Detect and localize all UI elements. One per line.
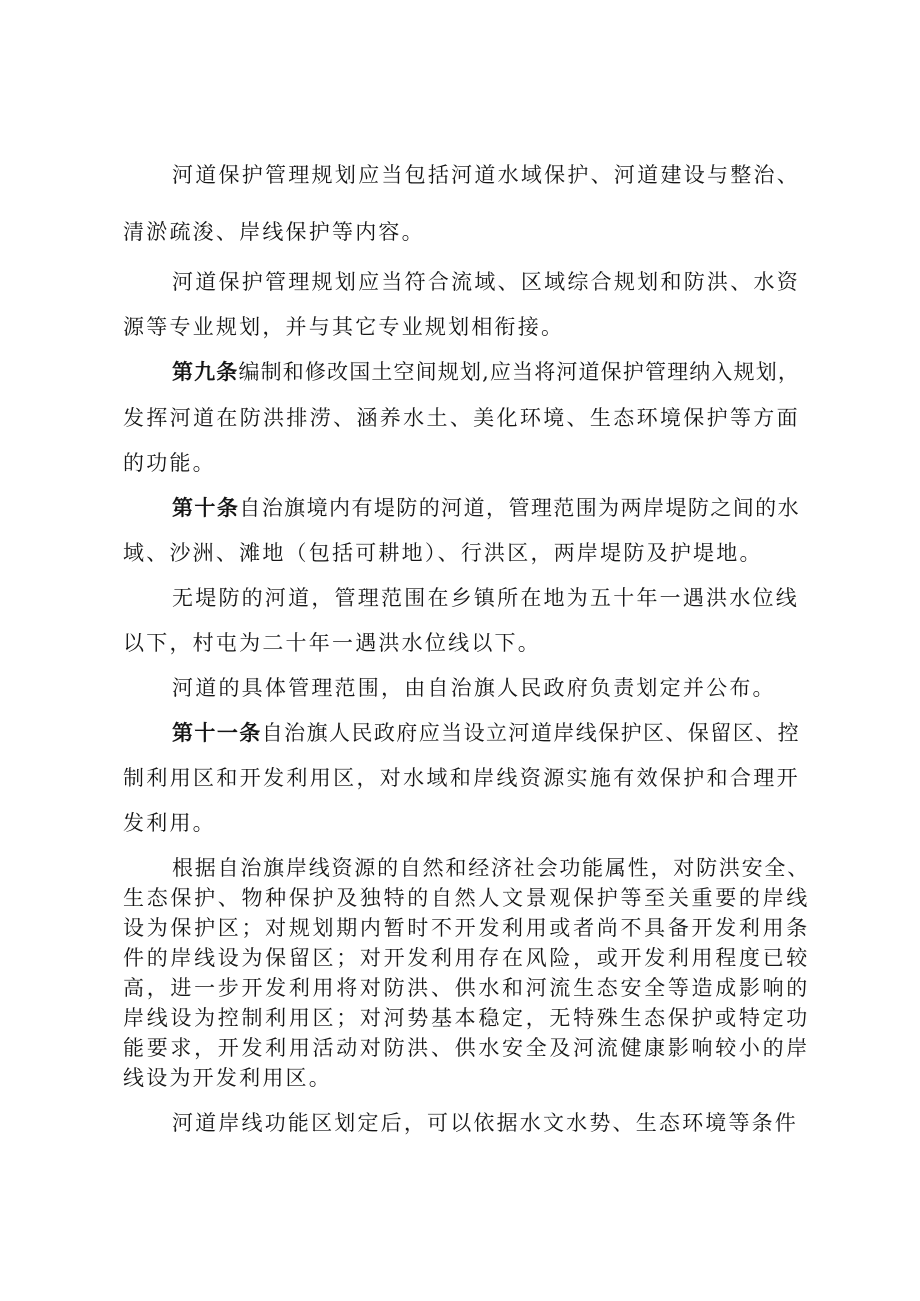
paragraph-line: 域、沙洲、滩地（包括可耕地）、行洪区，两岸堤防及护堤地。 — [123, 541, 763, 565]
paragraph-line: 发挥河道在防洪排涝、涵养水土、美化环境、生态环境保护等方面 — [123, 406, 800, 430]
paragraph-line: 设为保护区；对规划期内暂时不开发利用或者尚不具备开发利用条 — [123, 916, 810, 940]
paragraph-line: 件的岸线设为保留区；对开发利用存在风险，或开发利用程度已较 — [123, 946, 810, 970]
paragraph-line: 的功能。 — [123, 451, 216, 475]
paragraph-line: 以下，村屯为二十年一遇洪水位线以下。 — [123, 631, 541, 655]
paragraph-line: 高，进一步开发利用将对防洪、供水和河流生态安全等造成影响的 — [123, 976, 810, 1000]
line-text: 编制和修改国土空间规划,应当将河道保护管理纳入规划， — [238, 360, 800, 384]
paragraph-line: 发利用。 — [123, 811, 216, 835]
paragraph-line: 河道岸线功能区划定后，可以依据水文水势、生态环境等条件 — [172, 1111, 798, 1135]
paragraph-line: 河道保护管理规划应当包括河道水域保护、河道建设与整治、 — [172, 163, 800, 187]
paragraph-line — [172, 493, 800, 523]
paragraph-line: 岸线设为控制利用区；对河势基本稳定，无特殊生态保护或特定功 — [123, 1006, 810, 1030]
paragraph-line: 生态保护、物种保护及独特的自然人文景观保护等至关重要的岸线 — [123, 886, 810, 910]
paragraph-line: 线设为开发利用区。 — [123, 1066, 332, 1090]
article-number: 第十条 — [172, 496, 240, 520]
line-text: 自治旗境内有堤防的河道，管理范围为两岸堤防之间的水 — [239, 496, 801, 520]
line-text: 自治旗人民政府应当设立河道岸线保护区、保留区、控 — [261, 721, 801, 745]
paragraph-line — [172, 718, 800, 748]
paragraph-line: 制利用区和开发利用区，对水域和岸线资源实施有效保护和合理开 — [123, 766, 800, 790]
article-number: 第十一条 — [172, 721, 262, 745]
paragraph-line: 源等专业规划，并与其它专业规划相衔接。 — [123, 315, 565, 339]
paragraph-line: 根据自治旗岸线资源的自然和经济社会功能属性，对防洪安全、 — [172, 856, 810, 880]
paragraph-line: 能要求，开发利用活动对防洪、供水安全及河流健康影响较小的岸 — [123, 1036, 810, 1060]
paragraph-line: 河道的具体管理范围，由自治旗人民政府负责划定并公布。 — [172, 676, 776, 700]
paragraph-line: 无堤防的河道，管理范围在乡镇所在地为五十年一遇洪水位线 — [172, 586, 799, 610]
paragraph-line: 清淤疏浚、岸线保护等内容。 — [123, 220, 425, 244]
article-number: 第九条 — [172, 360, 239, 384]
paragraph-line — [172, 357, 800, 387]
paragraph-line: 河道保护管理规划应当符合流域、区域综合规划和防洪、水资 — [172, 270, 800, 294]
